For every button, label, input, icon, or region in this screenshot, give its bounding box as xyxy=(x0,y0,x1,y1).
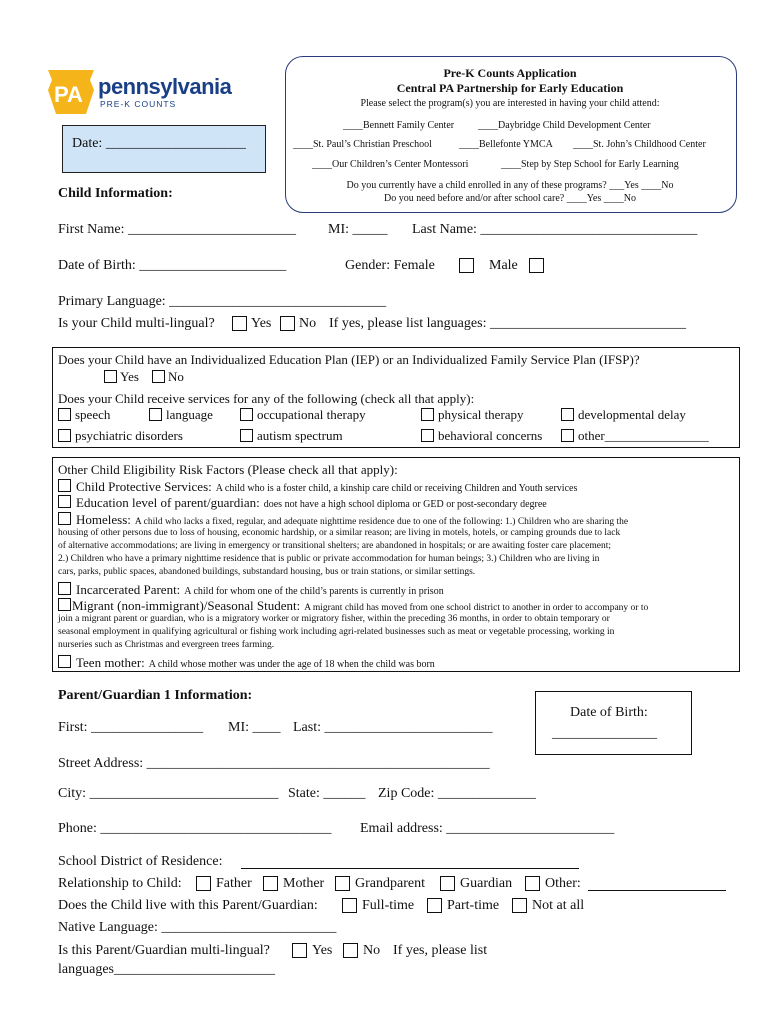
date-field[interactable]: Date: ____________________ xyxy=(72,136,246,151)
psychiatric-disorders-label: psychiatric disorders xyxy=(75,428,183,443)
state-field[interactable]: State: ______ xyxy=(288,786,366,801)
parent-multilingual-no-checkbox[interactable] xyxy=(343,943,358,958)
iep-yes-checkbox[interactable] xyxy=(104,370,117,383)
part-time-label: Part-time xyxy=(447,898,500,913)
relationship-label: Relationship to Child: xyxy=(58,876,182,891)
autism-spectrum-checkbox[interactable] xyxy=(240,429,253,442)
child-info-heading: Child Information: xyxy=(58,186,173,201)
program-st-johns[interactable]: ____St. John’s Childhood Center xyxy=(573,139,706,150)
program-daybridge[interactable]: ____Daybridge Child Development Center xyxy=(478,120,651,131)
enrolled-question[interactable]: Do you currently have a child enrolled in any of these programs? ___Yes ____No xyxy=(346,180,674,191)
occupational-therapy-checkbox[interactable] xyxy=(240,408,253,421)
teen-mother-text: A child whose mother was under the age of 18 when the child was born xyxy=(148,659,435,670)
not-at-all-label: Not at all xyxy=(532,898,585,913)
male-checkbox[interactable] xyxy=(529,258,544,273)
speech-checkbox[interactable] xyxy=(58,408,71,421)
zip-code-field[interactable]: Zip Code: ______________ xyxy=(378,786,536,801)
parent-first-name-field[interactable]: First: ________________ xyxy=(58,720,204,735)
psychiatric-disorders-checkbox[interactable] xyxy=(58,429,71,442)
iep-no-label: No xyxy=(168,369,184,384)
migrant-text-1: A migrant child has moved from one school district to another in order to accompany or to xyxy=(304,603,649,613)
other-relationship-line[interactable] xyxy=(588,890,726,891)
homeless-checkbox[interactable] xyxy=(58,512,71,525)
care-question[interactable]: Do you need before and/or after school care? ____Yes ____No xyxy=(384,193,636,204)
parent-multilingual-yes-checkbox[interactable] xyxy=(292,943,307,958)
parent-dob-label: Date of Birth: xyxy=(570,705,648,720)
education-title: Education level of parent/guardian: xyxy=(76,495,260,510)
program-bellefonte[interactable]: ____Bellefonte YMCA xyxy=(459,139,553,150)
developmental-delay-checkbox[interactable] xyxy=(561,408,574,421)
parent-info-heading: Parent/Guardian 1 Information: xyxy=(58,688,253,703)
language-checkbox[interactable] xyxy=(149,408,162,421)
migrant-title: Migrant (non-immigrant)/Seasonal Student: xyxy=(72,598,301,613)
parent-dob-box xyxy=(535,691,692,755)
child-multilingual-no-label: No xyxy=(299,316,317,331)
education-checkbox[interactable] xyxy=(58,495,71,508)
program-bennett[interactable]: ____Bennett Family Center xyxy=(343,120,455,131)
program-step-by-step[interactable]: ____Step by Step School for Early Learning xyxy=(501,159,679,170)
father-checkbox[interactable] xyxy=(196,876,211,891)
female-checkbox[interactable] xyxy=(459,258,474,273)
program-instruction: Please select the program(s) you are interested in having your child attend: xyxy=(360,98,660,109)
migrant-text-4: nurseries such as Christmas and evergreen trees farming. xyxy=(58,640,275,650)
child-multilingual-question: Is your Child multi-lingual? xyxy=(58,316,215,331)
guardian-label: Guardian xyxy=(460,876,513,891)
occupational-therapy-label: occupational therapy xyxy=(257,407,366,422)
teen-mother-checkbox[interactable] xyxy=(58,655,71,668)
gender-label: Gender: Female xyxy=(345,258,435,273)
behavioral-concerns-checkbox[interactable] xyxy=(421,429,434,442)
developmental-delay-label: developmental delay xyxy=(578,407,686,422)
risk-heading: Other Child Eligibility Risk Factors (Please check all that apply): xyxy=(58,462,398,477)
child-multilingual-no-checkbox[interactable] xyxy=(280,316,295,331)
cps-text: A child who is a foster child, a kinship care child or receiving Children and Youth services xyxy=(215,483,578,494)
not-at-all-checkbox[interactable] xyxy=(512,898,527,913)
language-label: language xyxy=(166,407,213,422)
iep-yes-label: Yes xyxy=(120,369,139,384)
logo-badge: PA xyxy=(54,82,83,107)
other-service-checkbox[interactable] xyxy=(561,429,574,442)
other-relationship-label: Other: xyxy=(545,876,581,891)
father-label: Father xyxy=(216,876,252,891)
parent-last-name-field[interactable]: Last: ________________________ xyxy=(293,720,493,735)
form-subtitle: Central PA Partnership for Early Education xyxy=(396,81,624,95)
child-mi-field[interactable]: MI: _____ xyxy=(328,222,388,237)
grandparent-label: Grandparent xyxy=(355,876,425,891)
child-last-name-field[interactable]: Last Name: _______________________________ xyxy=(412,222,698,237)
other-relationship-checkbox[interactable] xyxy=(525,876,540,891)
full-time-label: Full-time xyxy=(362,898,415,913)
parent-multilingual-question: Is this Parent/Guardian multi-lingual? xyxy=(58,943,270,958)
cps-title: Child Protective Services: xyxy=(76,479,212,494)
child-languages-field[interactable]: If yes, please list languages: ____________________________ xyxy=(329,316,686,331)
child-multilingual-yes-checkbox[interactable] xyxy=(232,316,247,331)
program-st-pauls[interactable]: ____St. Paul’s Christian Preschool xyxy=(293,139,432,150)
child-first-name-field[interactable]: First Name: ________________________ xyxy=(58,222,296,237)
male-label: Male xyxy=(489,258,518,273)
native-language-field[interactable]: Native Language: _________________________ xyxy=(58,920,337,935)
child-multilingual-yes-label: Yes xyxy=(251,316,272,331)
incarcerated-title: Incarcerated Parent: xyxy=(76,582,181,597)
guardian-checkbox[interactable] xyxy=(440,876,455,891)
mother-label: Mother xyxy=(283,876,325,891)
city-field[interactable]: City: ___________________________ xyxy=(58,786,279,801)
program-montessori[interactable]: ____Our Children’s Center Montessori xyxy=(312,159,469,170)
full-time-checkbox[interactable] xyxy=(342,898,357,913)
iep-no-checkbox[interactable] xyxy=(152,370,165,383)
parent-list-languages-label: If yes, please list xyxy=(393,943,488,958)
parent-multilingual-yes-label: Yes xyxy=(312,943,333,958)
physical-therapy-label: physical therapy xyxy=(438,407,524,422)
grandparent-checkbox[interactable] xyxy=(335,876,350,891)
migrant-text-2: join a migrant parent or guardian, who is a migratory worker or migratory fisher, within the preceding 36 months, in order to obtain temporary or xyxy=(58,614,610,624)
speech-label: speech xyxy=(75,407,111,422)
incarcerated-checkbox[interactable] xyxy=(58,582,71,595)
homeless-text-4: 2.) Children who have a primary nighttime residence that is public or private accommodation for human beings; 3.) Children who are living in xyxy=(58,554,600,564)
parent-multilingual-no-label: No xyxy=(363,943,381,958)
homeless-title: Homeless: xyxy=(76,512,131,527)
parent-dob-field[interactable]: _______________ xyxy=(552,726,657,741)
school-district-line[interactable] xyxy=(241,868,579,869)
school-district-label: School District of Residence: xyxy=(58,854,223,869)
other-service-field[interactable]: other________________ xyxy=(578,428,709,443)
autism-spectrum-label: autism spectrum xyxy=(257,428,343,443)
logo-sub: PRE-K COUNTS xyxy=(100,99,177,109)
live-with-question: Does the Child live with this Parent/Guardian: xyxy=(58,898,318,913)
behavioral-concerns-label: behavioral concerns xyxy=(438,428,543,443)
parent-languages-field[interactable]: languages_______________________ xyxy=(58,962,275,977)
mother-checkbox[interactable] xyxy=(263,876,278,891)
part-time-checkbox[interactable] xyxy=(427,898,442,913)
logo-name: pennsylvania xyxy=(98,74,232,99)
phone-field[interactable]: Phone: _________________________________ xyxy=(58,821,332,836)
homeless-text-1: A child who lacks a fixed, regular, and adequate nighttime residence due to one of the following: 1.) Children who are sharing the xyxy=(134,517,629,527)
primary-language-field[interactable]: Primary Language: _______________________________ xyxy=(58,294,387,309)
cps-checkbox[interactable] xyxy=(58,479,71,492)
homeless-text-3: of alternative accommodations; are living in emergency or transitional shelters; are abandoned in hospitals; or are awaiting foster care placement; xyxy=(58,541,611,551)
iep-question: Does your Child have an Individualized Education Plan (IEP) or an Individualized Family Service Plan (IFSP)? xyxy=(58,352,640,367)
migrant-text-3: seasonal employment in qualifying agricultural or fishing work including agri-related businesses such as meat or vegetable processing, working in xyxy=(58,627,615,637)
child-dob-field[interactable]: Date of Birth: _____________________ xyxy=(58,258,287,273)
street-address-field[interactable]: Street Address: _________________________________________________ xyxy=(58,756,490,771)
services-question: Does your Child receive services for any of the following (check all that apply): xyxy=(58,391,475,406)
form-title: Pre-K Counts Application xyxy=(443,66,577,80)
parent-mi-field[interactable]: MI: ____ xyxy=(228,720,281,735)
homeless-text-5: cars, parks, public spaces, abandoned buildings, substandard housing, bus or train stations, or similar settings. xyxy=(58,567,476,577)
education-text: does not have a high school diploma or GED or post-secondary degree xyxy=(263,499,547,510)
teen-mother-title: Teen mother: xyxy=(76,655,145,670)
email-field[interactable]: Email address: ________________________ xyxy=(360,821,615,836)
migrant-checkbox[interactable] xyxy=(58,598,71,611)
homeless-text-2: housing of other persons due to loss of housing, economic hardship, or a similar reason; are living in motels, hotels, or camping grounds due to lack xyxy=(58,528,621,538)
incarcerated-text: A child for whom one of the child’s parents is currently in prison xyxy=(184,586,444,597)
physical-therapy-checkbox[interactable] xyxy=(421,408,434,421)
